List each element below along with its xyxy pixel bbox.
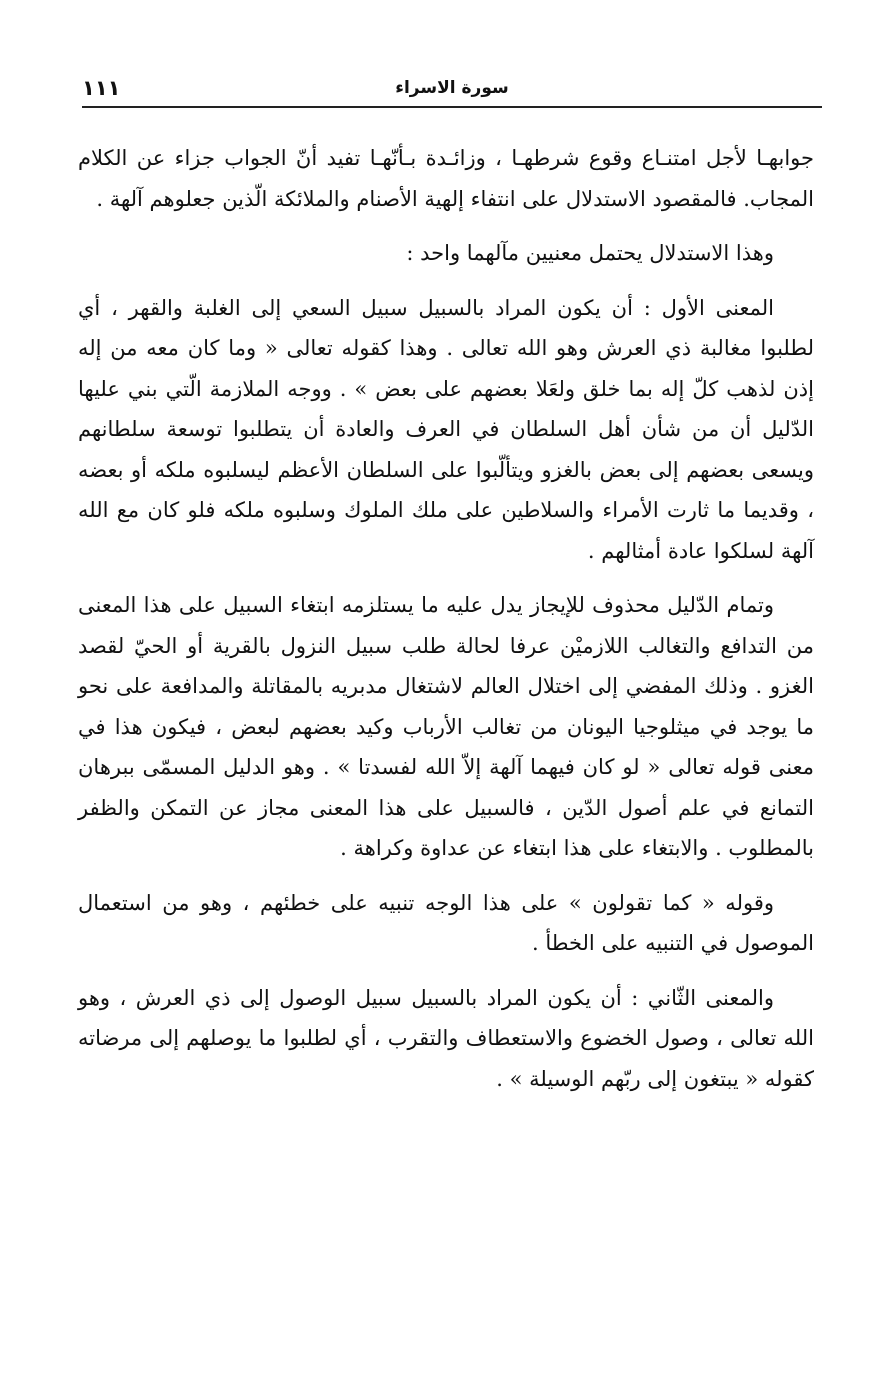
paragraph-intro: جوابهـا لأجل امتنـاع وقوع شرطهـا ، وزائـدة بـأنّهـا تفيد أنّ الجواب جزاء عن الكلام المجاب. فالمقصود الاستدلال على انتفاء إلهية الأصنام والملائكة الّذين جعلوهم آلهة .	[78, 146, 814, 211]
paragraph-first-meaning: المعنى الأول : أن يكون المراد بالسبيل سبيل السعي إلى الغلبة والقهر ، أي لطلبوا مغالبة ذي العرش وهو الله تعالى . وهذا كقوله تعالى « وما كان معه من إله إذن لذهب كلّ إله بما خلق ولعَلا بعضهم على بعض » . ووجه الملازمة الّتي بني عليها الدّليل أن من شأن أهل السلطان في العرف والعادة أن يتطلبوا توسعة سلطانهم ويسعى بعضهم إلى بعض بالغزو ويتألّبوا على السلطان الأعظم ليسلبوه ملكه أو بعضه ، وقديما ما ثارت الأمراء والسلاطين على ملك الملوك وسلبوه ملكه فلو كان مع الله آلهة لسلكوا عادة أمثالهم .	[78, 295, 814, 563]
paragraph-kama: وقوله « كما تقولون » على هذا الوجه تنبيه على خطئهم ، وهو من استعمال الموصول في التنبيه على الخطأ .	[78, 890, 814, 955]
page-body	[78, 138, 814, 1099]
paragraph-completion: وتمام الدّليل محذوف للإيجاز يدل عليه ما يستلزمه ابتغاء السبيل على هذا المعنى من التدافع والتغالب اللازميْن عرفا لحالة طلب سبيل النزول بالقرية أو الحيّ لقصد الغزو . وذلك المفضي إلى اختلال العالم لاشتغال مدبريه بالمقاتلة والمدافعة على نحو ما يوجد في ميثلوجيا اليونان من تغالب الأرباب وكيد بعضهم لبعض ، فيكون هذا في معنى قوله تعالى « لو كان فيهما آلهة إلاّ الله لفسدتا » . وهو الدليل المسمّى ببرهان التمانع في علم أصول الدّين ، فالسبيل على هذا المعنى مجاز عن التمكن والظفر بالمطلوب . والابتغاء على هذا ابتغاء عن عداوة وكراهة .	[78, 593, 814, 860]
surah-title: سورة الاسراء	[395, 78, 509, 98]
page-header	[82, 70, 822, 110]
page-number: ١١١	[82, 76, 121, 100]
header-rule	[82, 106, 822, 108]
paragraph-second-meaning: والمعنى الثّاني : أن يكون المراد بالسبيل سبيل الوصول إلى ذي العرش ، وهو الله تعالى ، وصول الخضوع والاستعطاف والتقرب ، أي لطلبوا ما يوصلهم إلى مرضاته كقوله « يبتغون إلى ربّهم الوسيلة » .	[78, 985, 814, 1091]
paragraph-statement: وهذا الاستدلال يحتمل معنيين مآلهما واحد :	[406, 241, 774, 265]
